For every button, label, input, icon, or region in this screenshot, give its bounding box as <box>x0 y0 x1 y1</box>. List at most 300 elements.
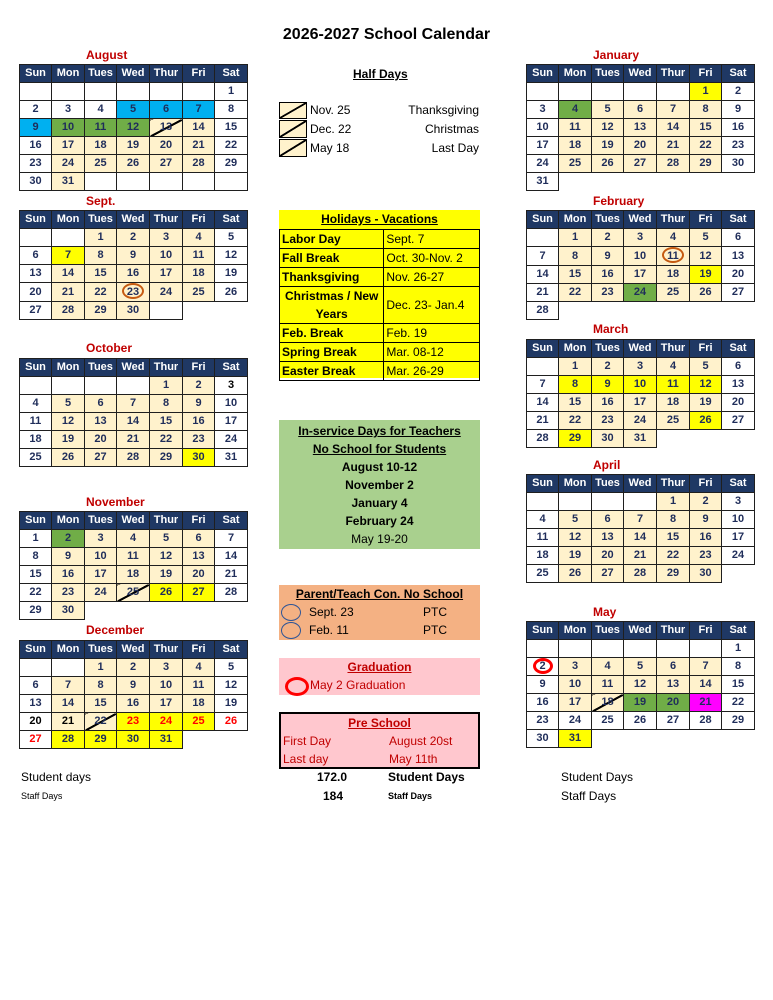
day-cell: 4 <box>657 229 690 247</box>
weekday-wed: Wed <box>624 475 657 493</box>
day-cell: 23 <box>117 713 150 731</box>
day-cell: 3 <box>52 101 85 119</box>
day-cell: 31 <box>215 449 248 467</box>
day-cell: 20 <box>592 547 624 565</box>
day-cell <box>85 602 117 620</box>
day-cell: 31 <box>624 430 657 448</box>
day-cell <box>559 173 592 191</box>
day-cell <box>183 602 215 620</box>
weekday-header <box>20 641 248 659</box>
day-cell: 14 <box>215 548 248 566</box>
day-cell: 25 <box>183 713 215 731</box>
day-cell: 12 <box>215 247 248 265</box>
ptc-circle: 23 <box>122 283 144 299</box>
day-cell <box>150 173 183 191</box>
day-cell <box>215 731 248 749</box>
day-cell: 14 <box>657 119 690 137</box>
day-cell: 3 <box>527 101 559 119</box>
weekday-fri: Fri <box>183 211 215 229</box>
day-cell: 24 <box>624 284 657 302</box>
day-cell <box>559 640 592 658</box>
day-cell: 16 <box>52 566 85 584</box>
half-day-row <box>279 139 479 158</box>
day-cell: 23 <box>722 137 755 155</box>
day-cell: 31 <box>527 173 559 191</box>
weekday-thu: Thur <box>150 211 183 229</box>
day-cell: 14 <box>624 529 657 547</box>
day-cell: 26 <box>117 155 150 173</box>
day-cell: 26 <box>690 412 722 430</box>
preschool-row <box>281 732 478 750</box>
day-cell: 9 <box>722 101 755 119</box>
preschool-label: Last day <box>283 752 329 766</box>
day-cell: 14 <box>117 413 150 431</box>
weekday-sun: Sun <box>20 359 52 377</box>
day-cell: 6 <box>85 395 117 413</box>
calendar-april <box>526 474 755 583</box>
weekday-header <box>527 340 755 358</box>
weekday-fri: Fri <box>183 641 215 659</box>
weekday-sat: Sat <box>722 65 755 83</box>
weekday-tue: Tues <box>592 211 624 229</box>
weekday-wed: Wed <box>624 340 657 358</box>
day-cell: 16 <box>592 266 624 284</box>
weekday-sat: Sat <box>215 65 248 83</box>
day-cell: 24 <box>722 547 755 565</box>
weekday-thu: Thur <box>150 65 183 83</box>
weekday-mon: Mon <box>52 211 85 229</box>
half-day-name: Last Day <box>431 141 479 155</box>
day-cell: 25 <box>657 284 690 302</box>
preschool-date: August 20st <box>389 734 453 748</box>
weekday-tue: Tues <box>592 475 624 493</box>
day-cell: 20 <box>150 137 183 155</box>
day-cell: 9 <box>52 548 85 566</box>
weekday-mon: Mon <box>559 211 592 229</box>
half-day-date: Nov. 25 <box>310 103 351 117</box>
day-cell: 20 <box>722 266 755 284</box>
calendar-december <box>19 640 248 749</box>
day-cell: 5 <box>690 358 722 376</box>
day-cell: 27 <box>20 302 52 320</box>
day-cell: 1 <box>215 83 248 101</box>
calendar-march <box>526 339 755 448</box>
month-title-october: October <box>86 341 133 355</box>
weekday-header <box>527 211 755 229</box>
holiday-date: Oct. 30-Nov. 2 <box>384 249 480 268</box>
day-cell: 20 <box>85 431 117 449</box>
weekday-thu: Thur <box>150 641 183 659</box>
day-cell: 12 <box>592 119 624 137</box>
graduation-circle-icon <box>285 677 309 696</box>
weekday-sat: Sat <box>722 340 755 358</box>
day-cell: 16 <box>690 529 722 547</box>
calendar-october <box>19 358 248 467</box>
day-cell <box>657 247 690 266</box>
day-cell <box>527 658 559 676</box>
day-cell: 10 <box>150 677 183 695</box>
day-cell: 19 <box>690 266 722 284</box>
weekday-mon: Mon <box>52 641 85 659</box>
day-cell: 20 <box>20 713 52 731</box>
day-cell: 28 <box>527 302 559 320</box>
day-cell: 12 <box>690 247 722 266</box>
weekday-header <box>527 65 755 83</box>
weekday-mon: Mon <box>559 622 592 640</box>
day-cell <box>722 565 755 583</box>
weekday-header <box>20 211 248 229</box>
day-cell: 19 <box>52 431 85 449</box>
day-cell <box>624 83 657 101</box>
day-cell <box>592 173 624 191</box>
day-cell: 29 <box>657 565 690 583</box>
day-cell: 22 <box>85 283 117 302</box>
weekday-fri: Fri <box>690 65 722 83</box>
day-cell: 25 <box>117 584 150 602</box>
day-cell <box>592 730 624 748</box>
day-cell: 8 <box>722 658 755 676</box>
day-cell <box>117 83 150 101</box>
day-cell: 18 <box>657 266 690 284</box>
day-cell: 2 <box>722 83 755 101</box>
weekday-sun: Sun <box>20 512 52 530</box>
day-cell: 28 <box>52 302 85 320</box>
ptc-label: PTC <box>423 623 447 637</box>
holiday-row <box>280 362 480 381</box>
day-cell: 6 <box>624 101 657 119</box>
holidays-title: Holidays - Vacations <box>321 212 438 226</box>
day-cell: 20 <box>722 394 755 412</box>
weekday-thu: Thur <box>657 622 690 640</box>
day-cell: 11 <box>559 119 592 137</box>
day-cell: 16 <box>117 695 150 713</box>
day-cell: 13 <box>722 376 755 394</box>
holiday-row <box>280 268 480 287</box>
day-cell: 9 <box>690 511 722 529</box>
day-cell: 11 <box>657 376 690 394</box>
day-cell: 2 <box>183 377 215 395</box>
half-days-title: Half Days <box>353 67 408 81</box>
day-cell: 28 <box>624 565 657 583</box>
graduation-circle: 2 <box>533 658 553 674</box>
day-cell: 22 <box>559 412 592 430</box>
day-cell: 28 <box>117 449 150 467</box>
day-cell: 24 <box>527 155 559 173</box>
day-cell: 13 <box>20 265 52 283</box>
holiday-row <box>280 324 480 343</box>
half-day-name: Christmas <box>424 122 479 136</box>
day-cell: 12 <box>624 676 657 694</box>
day-cell: 10 <box>559 676 592 694</box>
day-cell: 25 <box>20 449 52 467</box>
day-cell <box>117 283 150 302</box>
month-title-february: February <box>593 194 645 208</box>
staff-days-center: Staff Days <box>388 791 433 801</box>
day-cell: 5 <box>52 395 85 413</box>
weekday-sun: Sun <box>527 475 559 493</box>
day-cell: 24 <box>150 283 183 302</box>
day-cell <box>20 377 52 395</box>
day-cell: 14 <box>52 265 85 283</box>
ptc-row <box>279 621 480 639</box>
day-cell: 26 <box>559 565 592 583</box>
holiday-name: Feb. Break <box>280 324 384 343</box>
day-cell: 23 <box>592 284 624 302</box>
day-cell: 29 <box>85 302 117 320</box>
day-cell <box>117 602 150 620</box>
day-cell: 5 <box>690 229 722 247</box>
day-cell: 30 <box>722 155 755 173</box>
day-cell: 7 <box>527 376 559 394</box>
day-cell: 5 <box>150 530 183 548</box>
weekday-wed: Wed <box>117 359 150 377</box>
day-cell: 19 <box>559 547 592 565</box>
day-cell: 8 <box>657 511 690 529</box>
month-title-january: January <box>593 48 640 62</box>
day-cell: 19 <box>117 137 150 155</box>
day-cell <box>657 302 690 320</box>
day-cell: 1 <box>20 530 52 548</box>
day-cell: 1 <box>85 659 117 677</box>
day-cell <box>624 730 657 748</box>
inservice-date: August 10-12 <box>341 460 418 474</box>
day-cell <box>657 730 690 748</box>
day-cell: 13 <box>592 529 624 547</box>
day-cell: 18 <box>20 431 52 449</box>
weekday-sun: Sun <box>20 211 52 229</box>
day-cell: 26 <box>52 449 85 467</box>
day-cell: 30 <box>183 449 215 467</box>
day-cell: 20 <box>657 694 690 712</box>
day-cell: 1 <box>657 493 690 511</box>
ptc-box <box>279 585 480 640</box>
day-cell <box>150 602 183 620</box>
day-cell: 12 <box>559 529 592 547</box>
day-cell: 18 <box>183 265 215 283</box>
weekday-thu: Thur <box>150 359 183 377</box>
day-cell: 13 <box>85 413 117 431</box>
day-cell: 25 <box>592 712 624 730</box>
day-cell <box>657 640 690 658</box>
day-cell: 29 <box>150 449 183 467</box>
day-cell: 16 <box>117 265 150 283</box>
day-cell: 18 <box>527 547 559 565</box>
day-cell: 1 <box>690 83 722 101</box>
day-cell <box>52 229 85 247</box>
day-cell: 11 <box>592 676 624 694</box>
day-cell: 13 <box>722 247 755 266</box>
day-cell: 10 <box>527 119 559 137</box>
day-cell <box>527 83 559 101</box>
weekday-sat: Sat <box>215 512 248 530</box>
day-cell <box>117 173 150 191</box>
day-cell: 7 <box>624 511 657 529</box>
calendar-january <box>526 64 755 191</box>
day-cell: 2 <box>117 659 150 677</box>
day-cell: 18 <box>657 394 690 412</box>
day-cell: 29 <box>559 430 592 448</box>
day-cell: 14 <box>183 119 215 137</box>
day-cell: 26 <box>624 712 657 730</box>
month-title-may: May <box>593 605 617 619</box>
weekday-thu: Thur <box>657 211 690 229</box>
day-cell <box>85 83 117 101</box>
day-cell: 11 <box>117 548 150 566</box>
day-cell <box>722 173 755 191</box>
day-cell: 26 <box>150 584 183 602</box>
day-cell: 2 <box>592 358 624 376</box>
day-cell: 21 <box>215 566 248 584</box>
day-cell: 8 <box>559 376 592 394</box>
day-cell: 12 <box>117 119 150 137</box>
day-cell: 17 <box>85 566 117 584</box>
day-cell: 26 <box>592 155 624 173</box>
day-cell: 28 <box>52 731 85 749</box>
day-cell <box>624 302 657 320</box>
day-cell: 29 <box>85 731 117 749</box>
day-cell: 27 <box>85 449 117 467</box>
preschool-label: First Day <box>283 734 331 748</box>
weekday-thu: Thur <box>657 65 690 83</box>
weekday-header <box>527 622 755 640</box>
day-cell: 16 <box>722 119 755 137</box>
day-cell: 4 <box>183 659 215 677</box>
day-cell: 5 <box>117 101 150 119</box>
weekday-fri: Fri <box>690 340 722 358</box>
day-cell: 13 <box>624 119 657 137</box>
day-cell: 16 <box>527 694 559 712</box>
day-cell: 17 <box>624 394 657 412</box>
weekday-sun: Sun <box>20 65 52 83</box>
holiday-date: Mar. 26-29 <box>384 362 480 381</box>
staff-days-right: Staff Days <box>561 789 617 803</box>
day-cell: 2 <box>117 229 150 247</box>
day-cell: 11 <box>85 119 117 137</box>
weekday-sun: Sun <box>527 211 559 229</box>
day-cell: 22 <box>690 137 722 155</box>
day-cell: 19 <box>592 137 624 155</box>
weekday-sun: Sun <box>527 622 559 640</box>
day-cell: 15 <box>690 119 722 137</box>
day-cell: 20 <box>20 283 52 302</box>
day-cell: 2 <box>690 493 722 511</box>
day-cell: 3 <box>150 229 183 247</box>
day-cell: 28 <box>215 584 248 602</box>
ptc-date: Sept. 23 <box>309 605 354 619</box>
day-cell: 13 <box>150 119 183 137</box>
day-cell: 24 <box>624 412 657 430</box>
day-cell: 22 <box>722 694 755 712</box>
day-cell: 4 <box>85 101 117 119</box>
staff-days-value: 184 <box>323 789 344 803</box>
day-cell: 23 <box>527 712 559 730</box>
day-cell <box>527 493 559 511</box>
day-cell: 27 <box>592 565 624 583</box>
day-cell: 6 <box>592 511 624 529</box>
day-cell: 30 <box>117 731 150 749</box>
day-cell: 25 <box>559 155 592 173</box>
day-cell: 3 <box>150 659 183 677</box>
day-cell <box>52 659 85 677</box>
day-cell: 16 <box>20 137 52 155</box>
weekday-sun: Sun <box>527 340 559 358</box>
day-cell: 10 <box>722 511 755 529</box>
half-day-row <box>279 120 479 139</box>
day-cell: 15 <box>657 529 690 547</box>
day-cell: 7 <box>690 658 722 676</box>
half-day-row <box>279 101 479 120</box>
ptc-row <box>279 603 480 621</box>
day-cell: 19 <box>150 566 183 584</box>
day-cell <box>183 83 215 101</box>
day-cell: 14 <box>52 695 85 713</box>
holidays-box <box>279 210 480 378</box>
day-cell: 22 <box>150 431 183 449</box>
day-cell <box>592 493 624 511</box>
day-cell <box>20 659 52 677</box>
day-cell <box>183 302 215 320</box>
day-cell: 24 <box>215 431 248 449</box>
page-title: 2026-2027 School Calendar <box>282 26 491 43</box>
day-cell <box>592 640 624 658</box>
holiday-name: Christmas / New Years <box>280 287 384 324</box>
day-cell <box>657 173 690 191</box>
day-cell: 17 <box>150 695 183 713</box>
day-cell: 11 <box>183 677 215 695</box>
ptc-title: Parent/Teach Con. No School <box>295 587 464 601</box>
calendar-november <box>19 511 248 620</box>
day-cell: 28 <box>657 155 690 173</box>
month-title-november: November <box>86 495 145 509</box>
day-cell: 19 <box>215 265 248 283</box>
day-cell: 18 <box>183 695 215 713</box>
day-cell: 23 <box>52 584 85 602</box>
day-cell: 10 <box>150 247 183 265</box>
weekday-header <box>20 65 248 83</box>
day-cell: 15 <box>559 394 592 412</box>
day-cell: 5 <box>624 658 657 676</box>
preschool-date: May 11th <box>389 752 438 766</box>
ptc-label: PTC <box>423 605 447 619</box>
day-cell: 21 <box>690 694 722 712</box>
day-cell: 29 <box>722 712 755 730</box>
day-cell: 4 <box>117 530 150 548</box>
day-cell <box>592 83 624 101</box>
day-cell: 18 <box>117 566 150 584</box>
day-cell: 8 <box>150 395 183 413</box>
day-cell: 24 <box>52 155 85 173</box>
preschool-title: Pre School <box>348 716 411 730</box>
day-cell: 29 <box>20 602 52 620</box>
month-title-april: April <box>593 458 621 472</box>
day-cell: 1 <box>85 229 117 247</box>
day-cell: 7 <box>657 101 690 119</box>
weekday-mon: Mon <box>52 65 85 83</box>
day-cell: 27 <box>624 155 657 173</box>
day-cell: 13 <box>183 548 215 566</box>
weekday-tue: Tues <box>592 340 624 358</box>
day-cell <box>150 302 183 320</box>
day-cell <box>527 229 559 247</box>
day-cell <box>690 730 722 748</box>
weekday-wed: Wed <box>117 211 150 229</box>
weekday-wed: Wed <box>624 622 657 640</box>
day-cell: 20 <box>624 137 657 155</box>
weekday-sat: Sat <box>215 641 248 659</box>
day-cell: 3 <box>215 377 248 395</box>
weekday-fri: Fri <box>690 622 722 640</box>
weekday-fri: Fri <box>183 512 215 530</box>
